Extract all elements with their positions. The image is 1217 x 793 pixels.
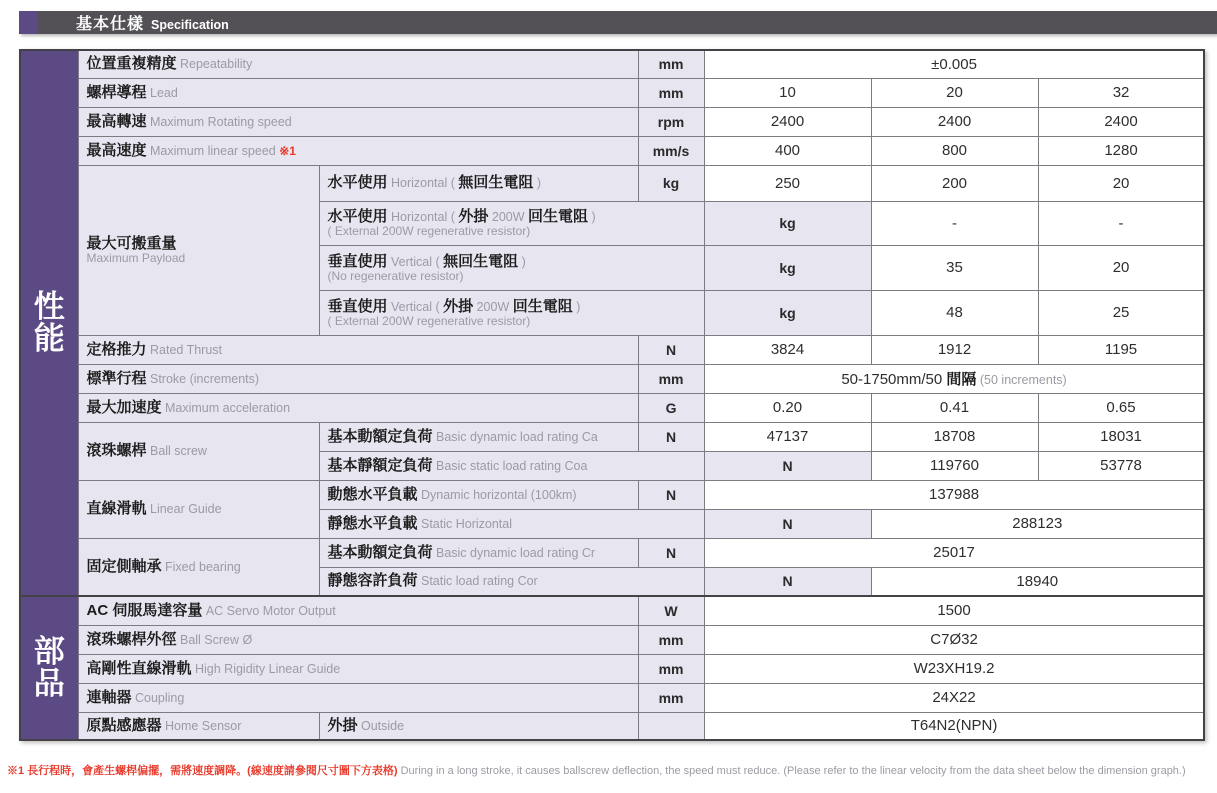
footnote: [7, 762, 1212, 778]
unit-cell: mm: [638, 78, 704, 107]
label-segment: 滾珠螺桿外徑: [86, 630, 177, 648]
value-cell: 1195: [1038, 335, 1204, 364]
unit-cell: N: [638, 480, 704, 509]
unit-cell: mm/s: [638, 136, 704, 165]
label-segment: 50-1750mm/50: [841, 371, 947, 388]
label-segment: 標準行程: [86, 369, 147, 387]
sidebar-label-performance: [20, 50, 78, 596]
unit-cell: mm: [638, 364, 704, 393]
spec-row: [20, 78, 1204, 107]
label-segment: Horizontal (: [387, 176, 459, 190]
unit-cell: kg: [704, 245, 871, 290]
value-cell: -: [1038, 201, 1204, 245]
label-segment: 18940: [1016, 572, 1059, 590]
label-segment: Ball screw: [146, 444, 207, 458]
label-segment: Fixed bearing: [161, 559, 241, 574]
spec-row: [20, 683, 1204, 712]
row-label-cell: [78, 136, 638, 165]
label-segment: ±0.005: [931, 55, 977, 73]
label-segment: Stroke (increments): [146, 371, 260, 386]
spec-table: [19, 49, 1205, 741]
group-label-cell: [78, 538, 319, 596]
label-segment: Basic dynamic load rating Ca: [432, 429, 598, 444]
label-segment: Basic dynamic load rating Cr: [432, 545, 596, 560]
row-label-cell: [319, 290, 704, 335]
row-label-cell: [319, 245, 704, 290]
label-segment: 最高轉速: [86, 112, 147, 130]
value-cell: 20: [871, 78, 1038, 107]
label-segment: 位置重複精度: [86, 55, 177, 73]
group-label-en: Maximum Payload: [86, 251, 186, 266]
label-segment: Rated Thrust: [146, 342, 223, 357]
value-cell: 119760: [871, 451, 1038, 480]
value-cell: 25: [1038, 290, 1204, 335]
label-segment: 最大加速度: [86, 398, 162, 416]
label-segment: ): [533, 176, 542, 190]
value-cell: 20: [1038, 245, 1204, 290]
label-segment: 25017: [933, 544, 975, 561]
value-cell: 48: [871, 290, 1038, 335]
row-label-cell: [319, 538, 638, 567]
unit-cell: kg: [704, 290, 871, 335]
unit-cell: kg: [704, 201, 871, 245]
label-segment: Home Sensor: [161, 718, 242, 733]
purple-accent-square: [19, 11, 38, 34]
value-cell-span: [704, 50, 1204, 78]
label-segment: 原點感應器: [86, 716, 162, 734]
unit-cell: rpm: [638, 107, 704, 136]
unit-cell: mm: [638, 625, 704, 654]
label-segment: 無回生電阻: [458, 174, 534, 191]
label-segment: 滾珠螺桿: [86, 442, 147, 459]
label-segment: Dynamic horizontal (100km): [417, 487, 577, 502]
value-cell: 20: [1038, 165, 1204, 201]
sidebar-char: 部: [33, 633, 65, 669]
label-segment: 靜態容許負荷: [327, 572, 418, 590]
label-segment: Linear Guide: [146, 502, 222, 516]
row-label-cell: [78, 335, 638, 364]
sidebar-char: 品: [33, 666, 65, 701]
unit-cell: mm: [638, 683, 704, 712]
value-cell: 32: [1038, 78, 1204, 107]
label-segment: 固定側軸承: [86, 557, 162, 575]
label-segment: 間隔: [946, 371, 977, 388]
label-segment: Maximum linear speed: [146, 143, 280, 158]
value-cell-span: [704, 712, 1204, 740]
value-cell-span: [704, 596, 1204, 625]
label-segment: Ball Screw Ø: [176, 632, 253, 647]
sidebar-char: 能: [33, 321, 65, 356]
label-segment: Vertical (: [387, 299, 444, 314]
unit-cell: N: [704, 567, 871, 596]
row-label-en: ( External 200W regenerative resistor): [327, 313, 531, 328]
label-segment: Maximum acceleration: [161, 400, 291, 415]
value-cell-span: [704, 654, 1204, 683]
unit-cell: N: [638, 538, 704, 567]
row-label-cell: [78, 364, 638, 393]
label-segment: 垂直使用: [327, 252, 388, 270]
label-segment: 外掛: [443, 297, 474, 315]
value-cell: 250: [704, 165, 871, 201]
unit-cell: kg: [638, 165, 704, 201]
spec-row: [20, 422, 1204, 451]
spec-row: [20, 335, 1204, 364]
label-segment: 高剛性直線滑軌: [86, 659, 192, 677]
label-segment: 回生電阻: [528, 208, 589, 226]
value-cell: 18031: [1038, 422, 1204, 451]
value-cell-span: [704, 683, 1204, 712]
label-segment: ※1: [279, 143, 296, 158]
row-label-cell: [78, 596, 638, 625]
value-cell-span: [704, 625, 1204, 654]
label-segment: Horizontal (: [387, 210, 459, 225]
unit-cell: G: [638, 393, 704, 422]
value-cell: 0.41: [871, 393, 1038, 422]
value-cell: 400: [704, 136, 871, 165]
row-label-cell: [78, 625, 638, 654]
label-segment: High Rigidity Linear Guide: [191, 661, 341, 676]
value-cell: 800: [871, 136, 1038, 165]
row-label-cell: [78, 683, 638, 712]
label-segment: 外掛: [458, 208, 489, 226]
value-cell-span: [704, 364, 1204, 393]
label-segment: 288123: [1012, 515, 1063, 532]
spec-row: [20, 393, 1204, 422]
value-cell: 1280: [1038, 136, 1204, 165]
label-segment: 動態水平負載: [327, 485, 418, 503]
label-segment: 回生電阻: [512, 297, 573, 315]
label-segment: 200W: [473, 299, 513, 314]
spec-row: [20, 50, 1204, 78]
group-label-cell: [78, 480, 319, 538]
label-segment: ): [572, 299, 581, 314]
label-segment: 無回生電阻: [443, 252, 519, 270]
label-segment: 基本靜額定負荷: [327, 456, 433, 474]
group-label-cell: [78, 165, 319, 335]
spec-row: [20, 107, 1204, 136]
row-label-cell: [78, 78, 638, 107]
row-label-cell: [78, 50, 638, 78]
spec-row: [20, 136, 1204, 165]
label-segment: 直線滑軌: [86, 500, 147, 517]
label-segment: 水平使用: [327, 208, 388, 226]
value-cell-span: [871, 509, 1204, 538]
label-segment: ): [588, 210, 596, 225]
label-segment: T64N2(NPN): [910, 717, 998, 735]
label-segment: 靜態水平負載: [327, 514, 418, 532]
page-title-zh: 基本仕樣: [76, 16, 145, 33]
label-segment: C7Ø32: [930, 631, 978, 648]
row-label-cell: [319, 422, 638, 451]
value-cell: 2400: [871, 107, 1038, 136]
label-segment: ): [518, 254, 526, 269]
label-segment: Static load rating Cor: [417, 574, 538, 589]
unit-cell: N: [638, 422, 704, 451]
page-title: [76, 11, 229, 34]
row-label-cell: [319, 451, 704, 480]
label-segment: 基本動額定負荷: [327, 427, 433, 445]
label-segment: Basic static load rating Coa: [432, 458, 588, 473]
label-segment: 水平使用: [327, 174, 388, 191]
page-title-en: Specification: [151, 18, 229, 32]
label-segment: Vertical (: [387, 254, 444, 269]
value-cell-span: [704, 480, 1204, 509]
row-label-cell: [319, 712, 638, 740]
spec-row: [20, 625, 1204, 654]
footnote-gray-text: During in a long stroke, it causes ballscrew deflection, the speed must reduce. (Please refer to the linear velocity from the data sheet below the dimension graph.): [400, 765, 1186, 777]
spec-row: [20, 654, 1204, 683]
section-title-bar: [19, 11, 1217, 34]
label-segment: 連軸器: [86, 688, 132, 706]
label-segment: Coupling: [131, 690, 185, 705]
row-label-cell: [319, 567, 704, 596]
unit-cell: N: [638, 335, 704, 364]
row-label-cell: [78, 654, 638, 683]
unit-cell: [638, 712, 704, 740]
label-segment: (50 increments): [976, 373, 1067, 387]
label-segment: 最大可搬重量: [86, 235, 177, 253]
label-segment: 垂直使用: [327, 297, 388, 315]
row-label-en: ( External 200W regenerative resistor): [327, 224, 531, 239]
group-label-cell: [78, 422, 319, 480]
group-label-cell: [78, 712, 319, 740]
value-cell: 35: [871, 245, 1038, 290]
label-segment: 200W: [488, 210, 528, 225]
row-label-cell: [319, 201, 704, 245]
unit-cell: N: [704, 509, 871, 538]
value-cell-span: [871, 567, 1204, 596]
label-segment: 定格推力: [86, 340, 147, 358]
section-performance: [20, 50, 1204, 596]
value-cell: 0.65: [1038, 393, 1204, 422]
spec-row: [20, 480, 1204, 509]
row-label-cell: [78, 393, 638, 422]
label-segment: W23XH19.2: [913, 660, 995, 677]
value-cell: 47137: [704, 422, 871, 451]
row-label-en: (No regenerative resistor): [327, 268, 464, 283]
footnote-red-text: ※1 長行程時，會產生螺桿偏擺，需將速度調降。(線速度請參閱尺寸圖下方表格): [7, 765, 398, 777]
unit-cell: mm: [638, 654, 704, 683]
label-segment: 外掛: [327, 716, 358, 734]
label-segment: Lead: [146, 85, 178, 100]
spec-row: [20, 165, 1204, 201]
label-segment: 1500: [937, 602, 971, 620]
unit-cell: mm: [638, 50, 704, 78]
label-segment: 最高速度: [86, 141, 147, 159]
value-cell: 3824: [704, 335, 871, 364]
row-label-cell: [78, 107, 638, 136]
sidebar-char: 性: [33, 288, 65, 324]
sidebar-label-parts: [20, 596, 78, 740]
spec-row: [20, 712, 1204, 740]
label-segment: Repeatability: [176, 57, 253, 72]
label-segment: Outside: [357, 718, 405, 733]
label-segment: 螺桿導程: [86, 83, 147, 101]
label-segment: Maximum Rotating speed: [146, 114, 292, 129]
value-cell-span: [704, 538, 1204, 567]
value-cell: 1912: [871, 335, 1038, 364]
label-segment: AC 伺服馬達容量: [86, 601, 203, 619]
spec-row: [20, 538, 1204, 567]
row-label-cell: [319, 480, 638, 509]
unit-cell: N: [704, 451, 871, 480]
value-cell: -: [871, 201, 1038, 245]
value-cell: 2400: [704, 107, 871, 136]
spec-row: [20, 596, 1204, 625]
value-cell: 18708: [871, 422, 1038, 451]
label-segment: AC Servo Motor Output: [202, 603, 336, 618]
spec-row: [20, 364, 1204, 393]
value-cell: 200: [871, 165, 1038, 201]
value-cell: 0.20: [704, 393, 871, 422]
section-parts: [20, 596, 1204, 740]
value-cell: 53778: [1038, 451, 1204, 480]
label-segment: 137988: [929, 486, 980, 503]
label-segment: 24X22: [932, 689, 976, 706]
label-segment: 基本動額定負荷: [327, 543, 433, 561]
value-cell: 10: [704, 78, 871, 107]
row-label-cell: [319, 509, 704, 538]
value-cell: 2400: [1038, 107, 1204, 136]
label-segment: Static Horizontal: [417, 516, 512, 531]
row-label-cell: [319, 165, 638, 201]
unit-cell: W: [638, 596, 704, 625]
